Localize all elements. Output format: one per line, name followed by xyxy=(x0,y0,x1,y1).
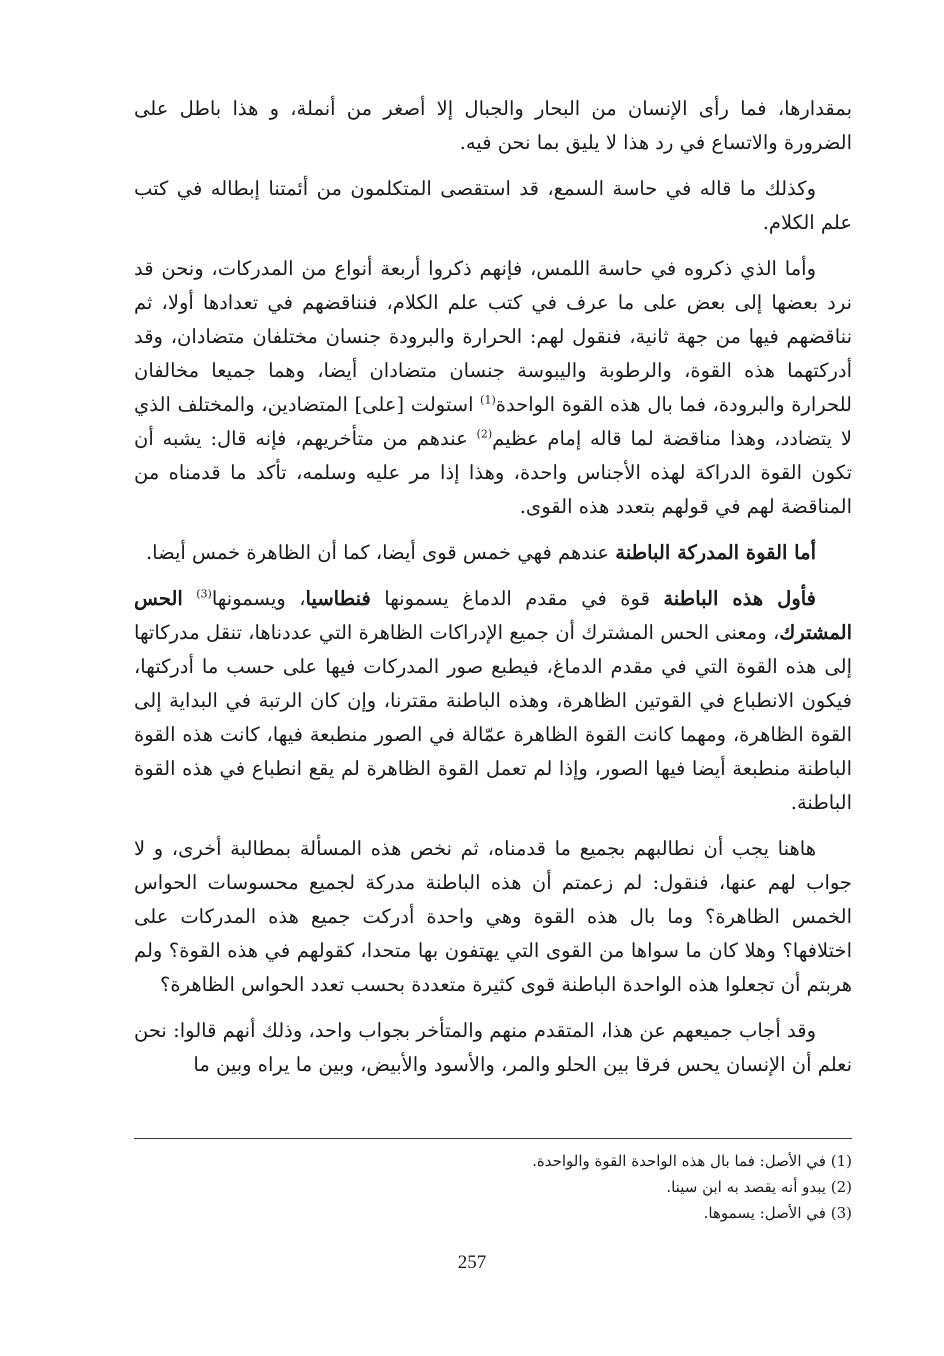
paragraph-4 xyxy=(134,536,852,570)
footnote-2: (2) يبدو أنه يقصد به ابن سينا. xyxy=(666,1178,852,1196)
text-segment xyxy=(183,587,196,610)
paragraph-5 xyxy=(134,582,852,820)
page-number: 257 xyxy=(457,1252,487,1273)
bold-term: فنطاسيا xyxy=(305,587,371,610)
footnote-marker: (3) xyxy=(196,587,212,601)
bold-term: أما القوة المدركة الباطنة xyxy=(615,541,816,564)
text-segment: وأما الذي ذكروه في حاسة اللمس، فإنهم ذكروا أربعة أنواع من المدركات، ونحن قد نرد بعضها إلى بعض على ما عرف في كتب علم الكلام، فنناقضهم في تعدادها أولا، ثم نناقضهم فيها من جهة ثانية، فنقول لهم: الحرارة والبرودة جنسان مختلفان متضادان، وقد أدركتهما هذه القوة، والرطوبة واليبوسة جنسان متضادان أيضا، وهما جميعا مخالفان للحرارة والبرودة، فما بال هذه القوة الواحدة xyxy=(134,257,852,416)
text-segment: استولت [على] المتضادين، والمختلف الذي لا يتضادد، وهذا مناقضة لما قاله إمام عظيم xyxy=(134,393,852,450)
text-segment: وقد أجاب جميعهم عن هذا، المتقدم منهم والمتأخر بجواب واحد، وذلك أنهم قالوا: نحن نعلم أن الإنسان يحس فرقا بين الحلو والمر، والأسود والأبيض، وبين ما يراه وبين ما xyxy=(134,1019,852,1076)
footnote-marker: (2) xyxy=(476,427,493,441)
text-segment: هاهنا يجب أن نطالبهم بجميع ما قدمناه، ثم نخص هذه المسألة بمطالبة أخرى، و لا جواب لهم عنها، فنقول: لم زعمتم أن هذه الباطنة مدركة لجميع محسوسات الحواس الخمس الظاهرة؟ وما بال هذه القوة وهي واحدة أدركت جميع هذه المدركات على اختلافها؟ وهلا كان ما سواها من القوى التي يهتفون بها متحدا، كقولهم في هذه القوة؟ ولم هربتم أن تجعلوا هذه الواحدة الباطنة قوى كثيرة متعددة بحسب تعدد الحواس الظاهرة؟ xyxy=(134,837,852,996)
paragraph-1 xyxy=(134,92,852,160)
paragraph-3 xyxy=(134,252,852,524)
text-segment: وكذلك ما قاله في حاسة السمع، قد استقصى المتكلمون من أئمتنا إبطاله في كتب علم الكلام. xyxy=(134,177,852,234)
paragraph-7 xyxy=(134,1014,852,1082)
paragraph-6 xyxy=(134,832,852,1002)
text-segment: قوة في مقدم الدماغ يسمونها xyxy=(370,587,664,610)
text-segment: بمقدارها، فما رأى الإنسان من البحار والجبال إلا أصغر من أنملة، و هذا باطل على الضرورة والاتساع في رد هذا لا يليق بما نحن فيه. xyxy=(134,97,852,154)
bold-term: الحس المشترك xyxy=(134,587,852,644)
footnote-1: (1) في الأصل: فما بال هذه الواحدة القوة والواحدة. xyxy=(532,1152,852,1170)
main-text xyxy=(134,92,852,1094)
footnote-marker: (1) xyxy=(480,393,496,407)
bold-term: فأول هذه الباطنة xyxy=(663,587,817,610)
footnote-separator xyxy=(134,1138,852,1139)
paragraph-2 xyxy=(134,172,852,240)
text-segment: ، ومعنى الحس المشترك أن جميع الإدراكات الظاهرة التي عددناها، تنقل مدركاتها إلى هذه القوة التي في مقدم الدماغ، فيطبع صور المدركات فيها على حسب ما أدركتها، فيكون الانطباع في القوتين الظاهرة، وهذه الباطنة مقترنا، وإن كان الرتبة في البداية إلى القوة الظاهرة، ومهما كانت القوة الظاهرة عمّالة في الصور منطبعة فيها، كانت هذه القوة الباطنة منطبعة أيضا فيها الصور، وإذا لم تعمل القوة الظاهرة لم يقع انطباع في هذه القوة الباطنة. xyxy=(134,621,852,814)
text-segment: عندهم من متأخريهم، فإنه قال: يشبه أن تكون القوة الدراكة لهذه الأجناس واحدة، وهذا إذا مر عليه وسلمه، تأكد ما قدمناه من المناقضة لهم في قولهم بتعدد هذه القوى. xyxy=(134,427,852,518)
text-segment: ، ويسمونها xyxy=(211,587,306,610)
footnote-3: (3) في الأصل: يسموها. xyxy=(703,1204,852,1222)
text-segment: عندهم فهي خمس قوى أيضا، كما أن الظاهرة خمس أيضا. xyxy=(145,541,616,564)
footnotes xyxy=(134,1148,852,1226)
